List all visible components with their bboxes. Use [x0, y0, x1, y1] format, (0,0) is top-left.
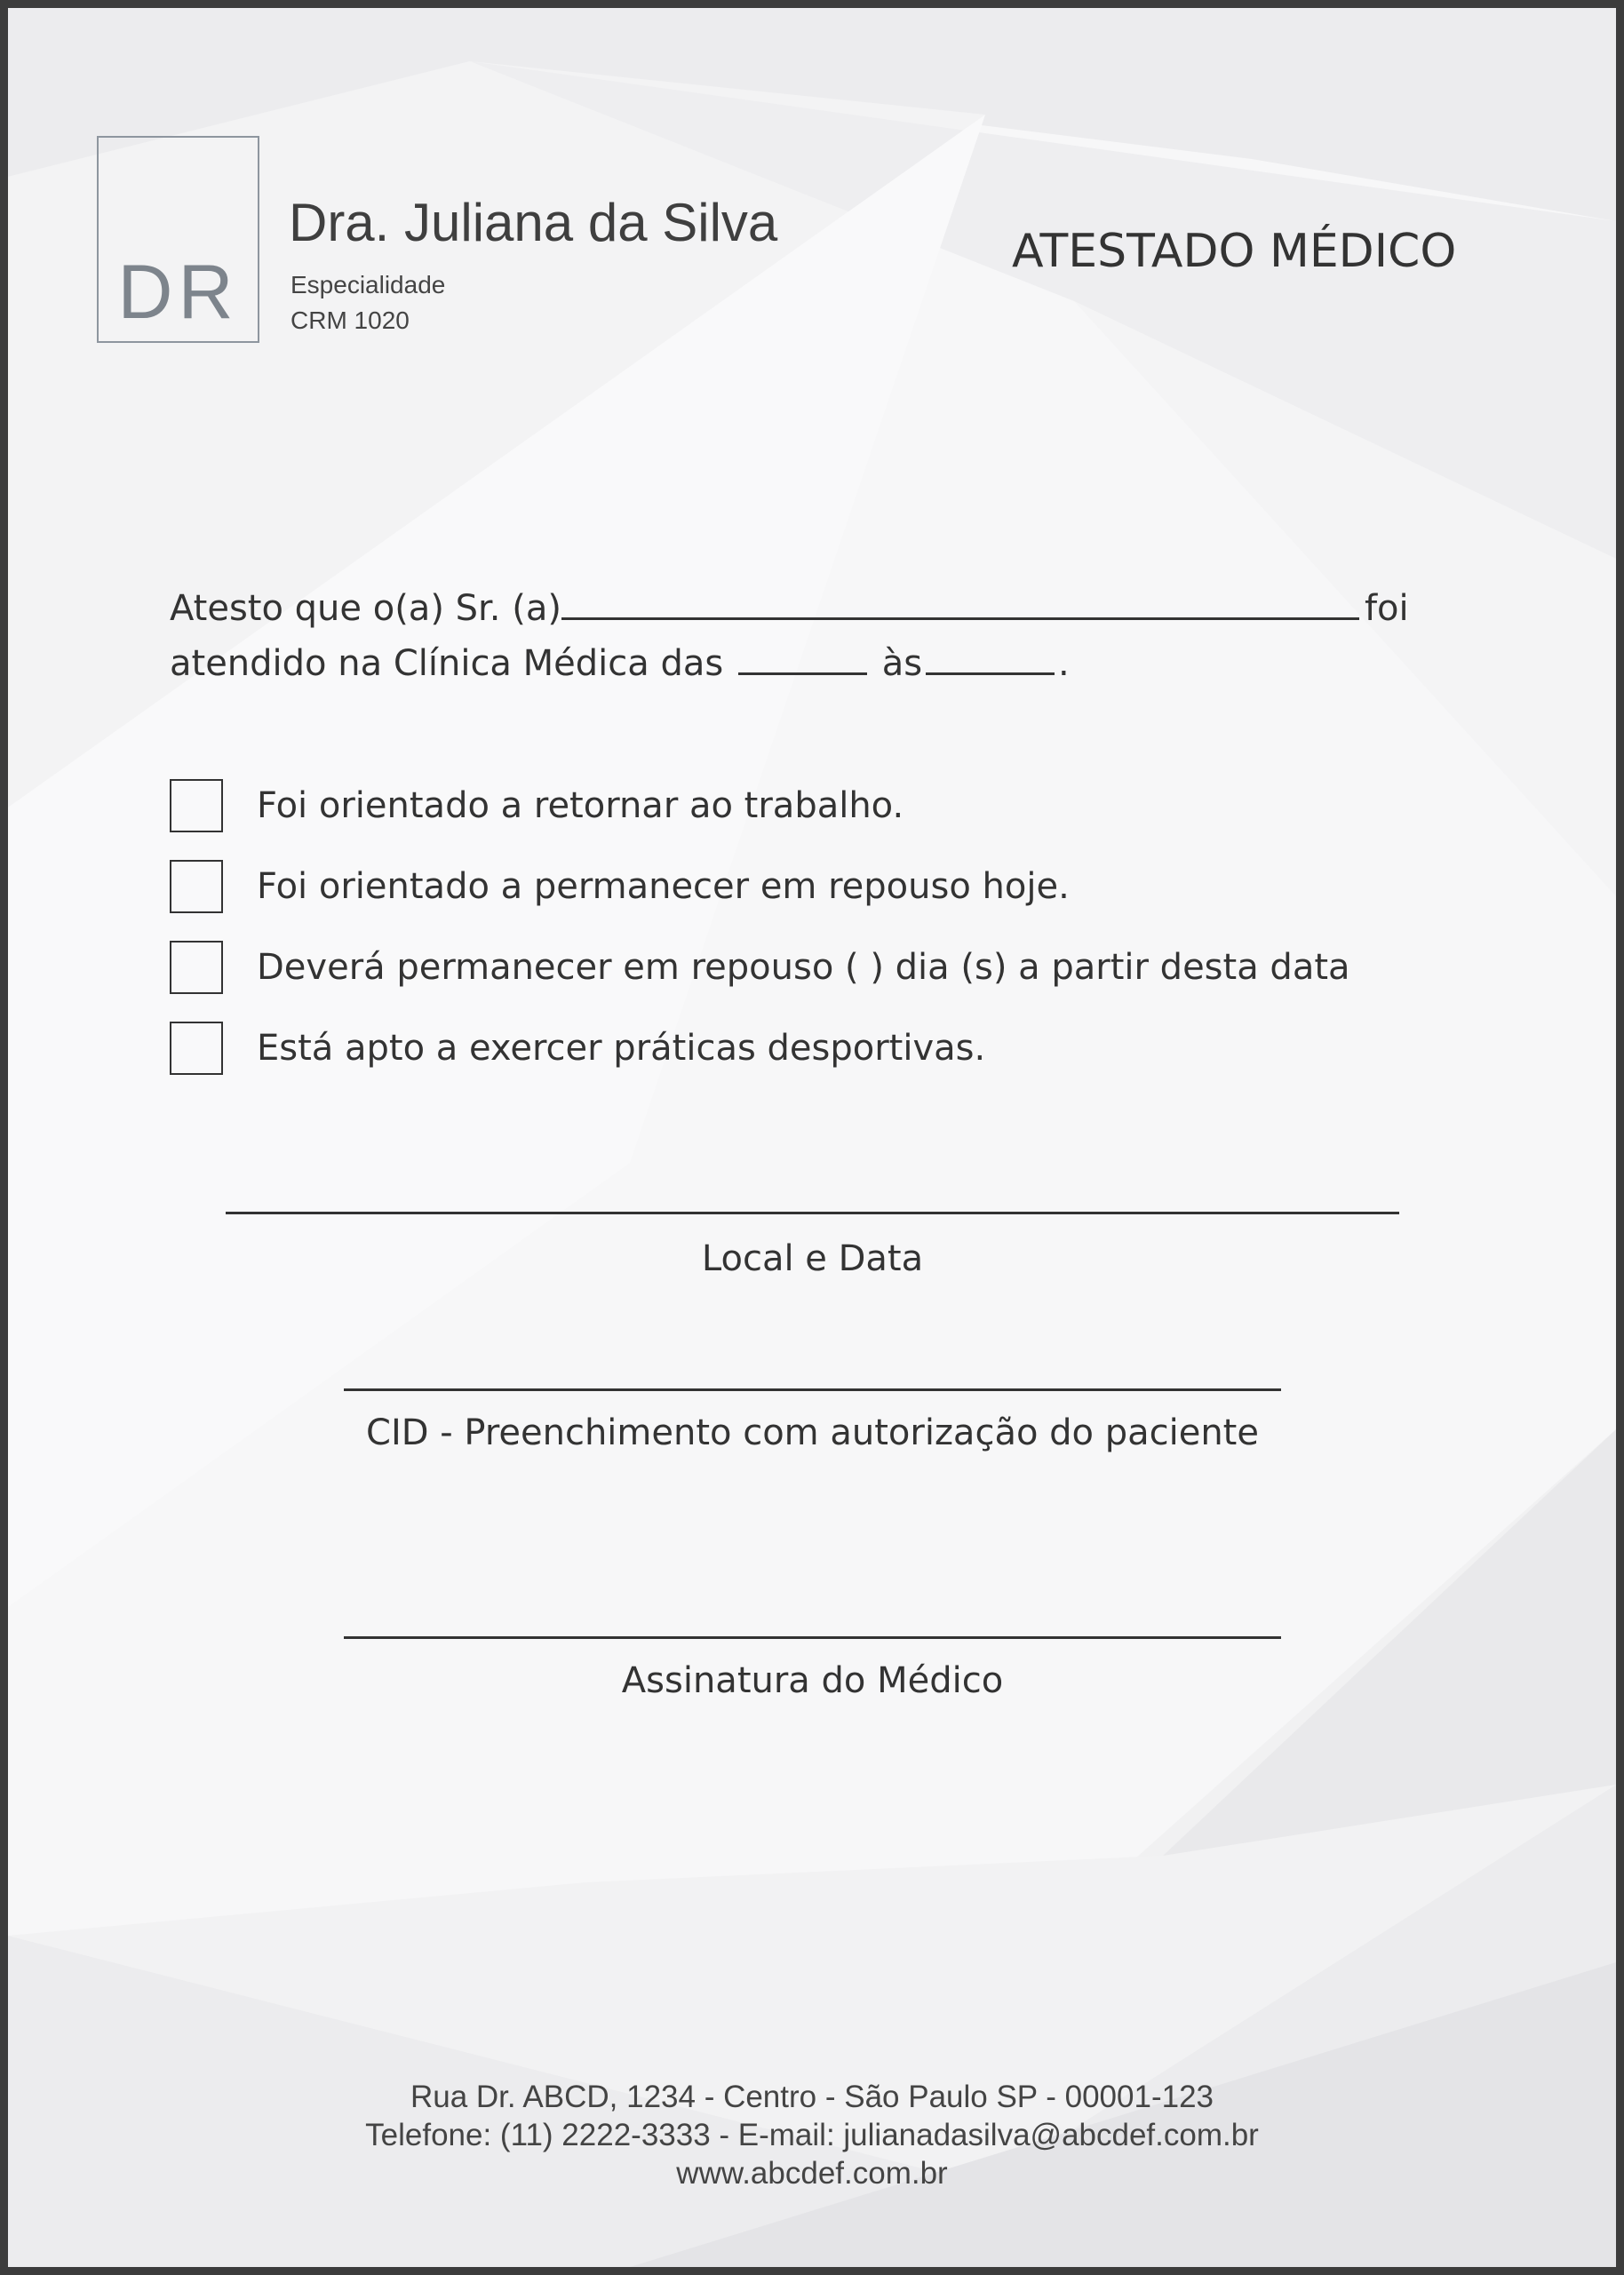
clinic-text: atendido na Clínica Médica das	[170, 643, 724, 684]
doctor-crm: CRM 1020	[291, 306, 410, 334]
option-rest-days	[170, 927, 1350, 1007]
doctor-specialty: Especialidade	[291, 271, 446, 298]
attestation-text	[170, 581, 1409, 691]
options-checklist	[170, 765, 1350, 1088]
start-time-field[interactable]	[738, 642, 867, 675]
attestation-line-2	[170, 636, 1409, 691]
attestation-line-1	[170, 581, 1409, 636]
document-title: ATESTADO MÉDICO	[1012, 225, 1457, 278]
footer-website: www.abcdef.com.br	[676, 2156, 948, 2191]
option-fit-for-sports	[170, 1007, 1350, 1088]
period-text: .	[1058, 643, 1070, 684]
footer	[8, 2078, 1616, 2192]
doctor-signature-line[interactable]	[344, 1636, 1281, 1639]
place-date-line[interactable]	[226, 1212, 1399, 1214]
cid-line[interactable]	[344, 1388, 1281, 1391]
cid-label: CID - Preenchimento com autorização do paciente	[366, 1412, 1259, 1453]
patient-name-field[interactable]	[561, 587, 1359, 620]
option-label: Foi orientado a permanecer em repouso hoje.	[257, 865, 1070, 907]
attestation-prefix: Atesto que o(a) Sr. (a)	[170, 588, 561, 629]
option-label: Foi orientado a retornar ao trabalho.	[257, 784, 904, 826]
option-checkbox[interactable]	[170, 779, 223, 832]
option-checkbox[interactable]	[170, 1022, 223, 1075]
to-text: às	[881, 643, 923, 684]
end-time-field[interactable]	[926, 642, 1055, 675]
option-checkbox[interactable]	[170, 860, 223, 913]
footer-contact: Telefone: (11) 2222-3333 - E-mail: julianadasilva@abcdef.com.br	[365, 2118, 1259, 2152]
logo-monogram	[97, 136, 259, 343]
attestation-suffix: foi	[1364, 588, 1409, 629]
option-return-to-work	[170, 765, 1350, 846]
option-rest-today	[170, 846, 1350, 927]
option-checkbox[interactable]	[170, 941, 223, 994]
option-label: Deverá permanecer em repouso ( ) dia (s) a partir desta data	[257, 946, 1350, 988]
doctor-signature-label: Assinatura do Médico	[621, 1660, 1004, 1701]
place-date-label: Local e Data	[701, 1238, 924, 1279]
footer-address: Rua Dr. ABCD, 1234 - Centro - São Paulo SP - 00001-123	[410, 2080, 1214, 2114]
doctor-name: Dra. Juliana da Silva	[289, 193, 778, 252]
option-label: Está apto a exercer práticas desportivas.	[257, 1027, 986, 1069]
logo-text: DR	[117, 250, 239, 335]
